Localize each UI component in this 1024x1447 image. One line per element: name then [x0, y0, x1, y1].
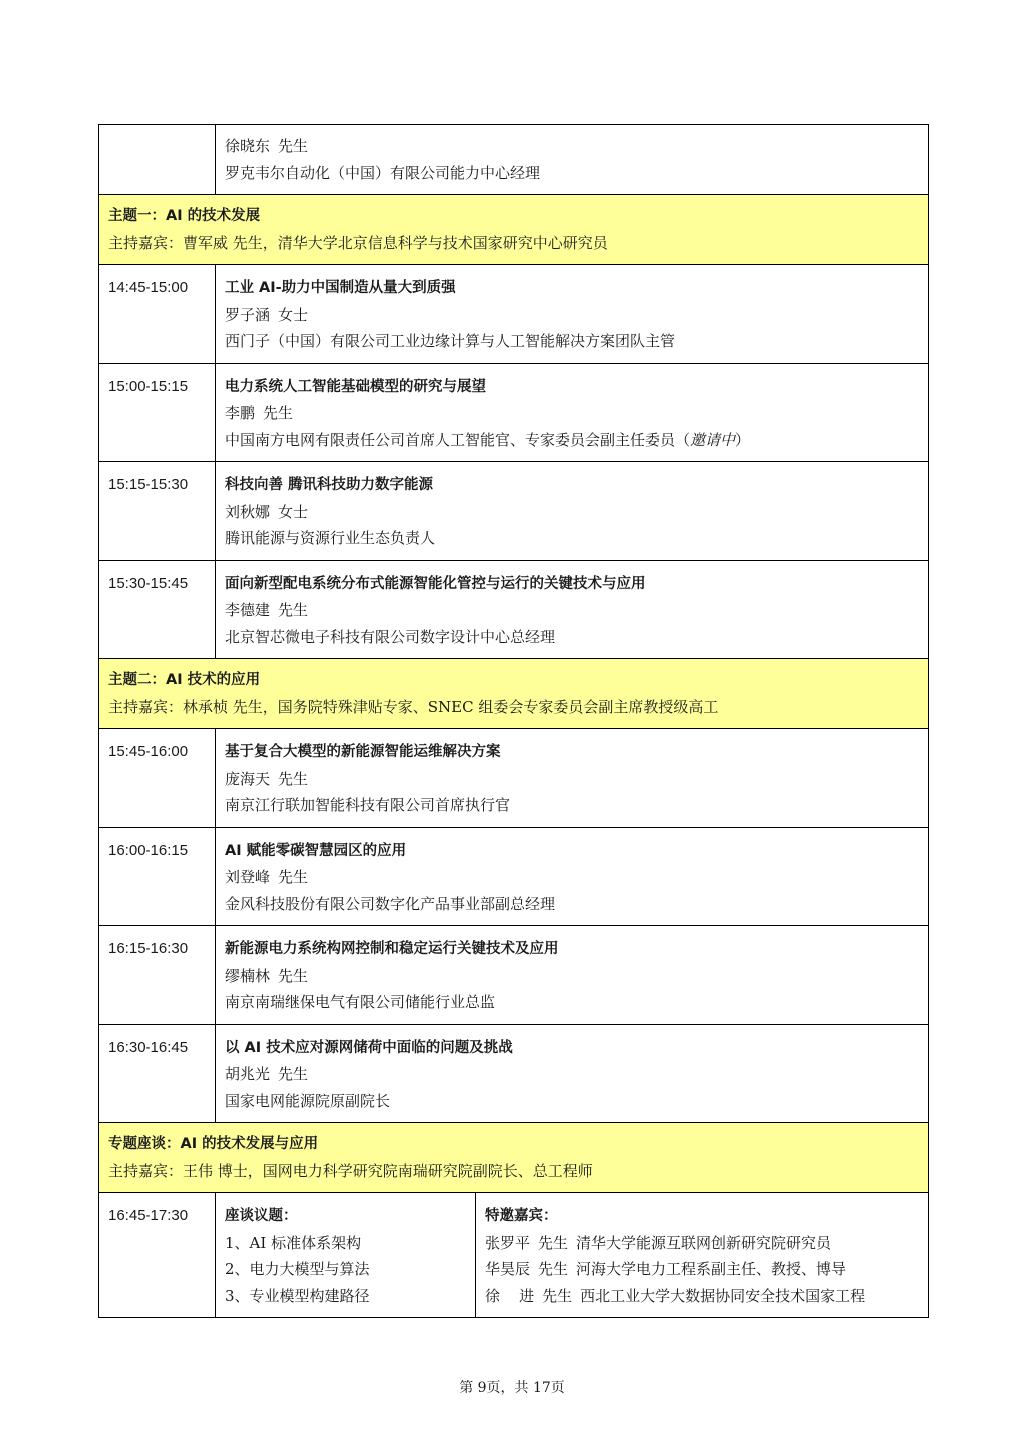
- speaker-title: 先生: [278, 1065, 309, 1083]
- speaker-line: [225, 766, 928, 793]
- session-topic: 工业 AI-助力中国制造从量大到质强: [225, 280, 456, 296]
- session-time: 14:45-15:00: [108, 279, 189, 296]
- session-topic: 以 AI 技术应对源网储荷中面临的问题及挑战: [225, 1039, 513, 1056]
- panel-time: 16:45-17:30: [108, 1207, 189, 1224]
- agenda-table: [98, 124, 929, 1318]
- session-time: 15:30-15:45: [108, 574, 189, 592]
- speaker-org: 罗克韦尔自动化（中国）有限公司能力中心经理: [225, 163, 541, 182]
- speaker-org: 金风科技股份有限公司数字化产品事业部副总经理: [225, 894, 556, 913]
- session-row: [99, 1024, 929, 1123]
- panel-host: 主持嘉宾：王伟 博士，国网电力科学研究院南瑞研究院副院长、总工程师: [108, 1161, 593, 1180]
- panel-topic: 2、电力大模型与算法: [225, 1260, 370, 1278]
- speaker-name: 刘秋娜: [225, 502, 271, 521]
- theme-host: 主持嘉宾：林承桢 先生，国务院特殊津贴专家、SNEC 组委会专家委员会副主席教授级高工: [108, 697, 719, 716]
- speaker-line: [225, 597, 928, 624]
- session-row: [99, 363, 929, 462]
- speaker-line: [225, 499, 928, 526]
- speaker-name: 刘登峰: [225, 868, 271, 886]
- page-footer: 第 9页，共 17页: [459, 1380, 565, 1396]
- speaker-title: 先生: [278, 601, 309, 619]
- speaker-org: 中国南方电网有限责任公司首席人工智能官、专家委员会副主任委员（: [225, 430, 691, 449]
- panel-guests-cell: [476, 1193, 929, 1318]
- speaker-org: 国家电网能源院原副院长: [225, 1091, 391, 1110]
- theme-cell: [99, 195, 929, 265]
- speaker-name: 缪楠林: [225, 966, 271, 985]
- speaker-org: 北京智芯微电子科技有限公司数字设计中心总经理: [225, 627, 556, 646]
- speaker-org-line: [225, 427, 928, 454]
- speaker-title: 女士: [278, 305, 309, 324]
- speaker-line: [225, 400, 928, 427]
- panel-topics-label: 座谈议题：: [225, 1208, 298, 1224]
- speaker-org: 西门子（中国）有限公司工业边缘计算与人工智能解决方案团队主管: [225, 332, 676, 350]
- speaker-name: 庞海天: [225, 769, 271, 788]
- panel-heading: 专题座谈：AI 的技术发展与应用: [108, 1136, 319, 1152]
- guest-org: 西北工业大学大数据协同安全技术国家工程: [580, 1286, 866, 1305]
- speaker-title: 先生: [278, 137, 309, 155]
- speaker-name: 罗子涵: [225, 305, 271, 324]
- theme-host: 主持嘉宾：曹军威 先生，清华大学北京信息科学与技术国家研究中心研究员: [108, 233, 608, 252]
- panel-guests-label: 特邀嘉宾：: [485, 1208, 558, 1224]
- session-time: 15:45-16:00: [108, 743, 189, 760]
- session-row: [99, 560, 929, 659]
- session-time: 16:00-16:15: [108, 841, 189, 859]
- speaker-name: 李鹏: [225, 404, 256, 422]
- speaker-title: 先生: [263, 404, 294, 422]
- speaker-org: 南京南瑞继保电气有限公司储能行业总监: [225, 993, 496, 1011]
- intro-row: [99, 125, 929, 195]
- speaker-title: 先生: [278, 769, 309, 788]
- guest-name: 张罗平: [485, 1233, 531, 1252]
- session-row: [99, 462, 929, 561]
- session-row: [99, 827, 929, 926]
- panel-topic: 3、专业模型构建路径: [225, 1286, 370, 1305]
- guest-line: [485, 1230, 928, 1257]
- session-topic: 新能源电力系统构网控制和稳定运行关键技术及应用: [225, 941, 559, 957]
- theme-cell: [99, 659, 929, 729]
- session-time: 15:00-15:15: [108, 377, 189, 395]
- speaker-name: 胡兆光: [225, 1065, 271, 1083]
- invitation-note: 邀请中: [690, 430, 736, 449]
- guest-title: 先生: [542, 1286, 573, 1305]
- speaker-title: 女士: [278, 502, 309, 521]
- session-topic: 科技向善 腾讯科技助力数字能源: [225, 477, 434, 493]
- session-row: [99, 926, 929, 1025]
- session-topic: 电力系统人工智能基础模型的研究与展望: [225, 378, 486, 395]
- speaker-title: 先生: [278, 868, 309, 886]
- panel-topic: 1、AI 标准体系架构: [225, 1233, 362, 1252]
- session-topic: 基于复合大模型的新能源智能运维解决方案: [225, 744, 501, 760]
- theme-heading: 主题二：AI 技术的应用: [108, 672, 261, 688]
- guest-org: 河海大学电力工程系副主任、教授、博导: [576, 1260, 847, 1278]
- speaker-org-end: ）: [735, 430, 751, 449]
- guest-name: 华昊辰: [485, 1260, 531, 1278]
- theme-cell: [99, 1123, 929, 1193]
- session-row: [99, 729, 929, 828]
- theme-heading: 主题一：AI 的技术发展: [108, 208, 261, 224]
- speaker-title: 先生: [278, 966, 309, 985]
- panel-row: [99, 1193, 929, 1318]
- session-cell: [216, 125, 929, 195]
- speaker-org: 腾讯能源与资源行业生态负责人: [225, 529, 436, 547]
- session-row: [99, 265, 929, 364]
- guest-line: [485, 1283, 928, 1310]
- guest-org: 清华大学能源互联网创新研究院研究员: [576, 1233, 832, 1252]
- session-time: 16:30-16:45: [108, 1038, 189, 1056]
- guest-title: 先生: [538, 1260, 569, 1278]
- session-time: 16:15-16:30: [108, 940, 189, 957]
- guest-name: 徐 进: [485, 1286, 535, 1305]
- speaker-name: 李德建: [225, 601, 271, 619]
- theme-header-row: [99, 659, 929, 729]
- speaker-line: [225, 1061, 928, 1088]
- speaker-line: [225, 133, 928, 160]
- session-topic: 面向新型配电系统分布式能源智能化管控与运行的关键技术与应用: [225, 575, 646, 592]
- speaker-name: 徐晓东: [225, 137, 271, 155]
- theme-header-row: [99, 195, 929, 265]
- time-cell-empty: [99, 125, 216, 195]
- session-topic: AI 赋能零碳智慧园区的应用: [225, 842, 407, 859]
- panel-topics-cell: [216, 1193, 476, 1318]
- guest-title: 先生: [538, 1233, 569, 1252]
- guest-line: [485, 1256, 928, 1283]
- speaker-line: [225, 963, 928, 990]
- speaker-org: 南京江行联加智能科技有限公司首席执行官: [225, 796, 511, 814]
- panel-header-row: [99, 1123, 929, 1193]
- session-time: 15:15-15:30: [108, 476, 189, 493]
- speaker-line: [225, 864, 928, 891]
- speaker-line: [225, 302, 928, 329]
